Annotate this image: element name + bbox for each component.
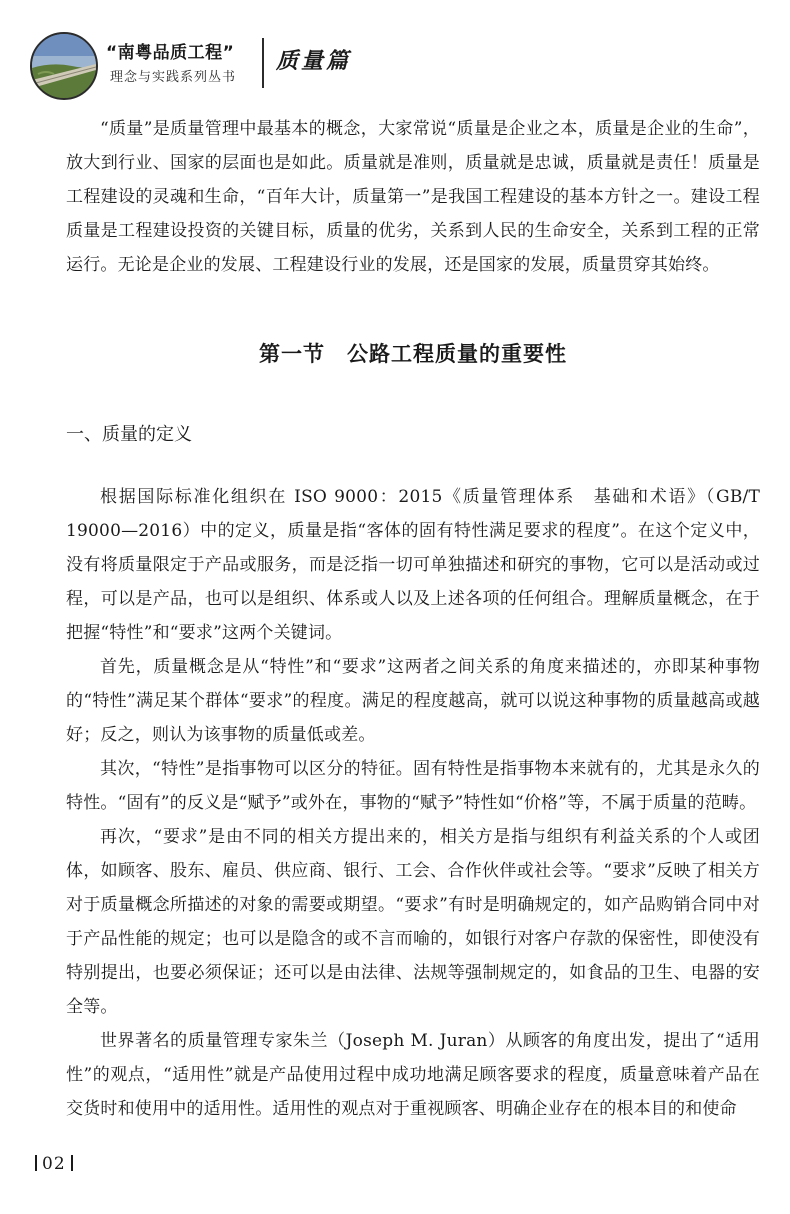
series-title: “南粤品质工程” xyxy=(106,43,235,63)
section-title: 第一节 公路工程质量的重要性 xyxy=(259,342,567,366)
page-number xyxy=(30,1154,78,1174)
page-number-value: 02 xyxy=(42,1154,66,1174)
body-paragraph: 根据国际标准化组织在 ISO 9000：2015《质量管理体系 基础和术语》（GB/T 19000—2016）中的定义，质量是指“客体的固有特性满足要求的程度”。在这个定义中，没有将质量限定于产品或服务，而是泛指一切可单独描述和研究的事物，它可以是活动或过程，可以是产品，也可以是组织、体系或人以及上述各项的任何组合。理解质量概念，在于把握“特性”和“要求”这两个关键词。 xyxy=(66,487,760,643)
header-divider xyxy=(262,38,264,88)
subsection-title: 一、质量的定义 xyxy=(66,424,192,445)
body-paragraph: 首先，质量概念是从“特性”和“要求”这两者之间关系的角度来描述的，亦即某种事物的“特性”满足某个群体“要求”的程度。满足的程度越高，就可以说这种事物的质量越高或越好；反之，则认为该事物的质量低或差。 xyxy=(66,657,760,745)
body-paragraph: 其次，“特性”是指事物可以区分的特征。固有特性是指事物本来就有的，尤其是永久的特性。“固有”的反义是“赋予”或外在，事物的“赋予”特性如“价格”等，不属于质量的范畴。 xyxy=(66,759,760,813)
series-logo-photo-icon xyxy=(30,32,98,100)
landscape-icon xyxy=(32,34,96,98)
page-body xyxy=(66,112,760,1126)
running-header xyxy=(30,24,350,108)
body-paragraph: 再次，“要求”是由不同的相关方提出来的，相关方是指与组织有利益关系的个人或团体，如顾客、股东、雇员、供应商、银行、工会、合作伙伴或社会等。“要求”反映了相关方对于质量概念所描述的对象的需要或期望。“要求”有时是明确规定的，如产品购销合同中对于产品性能的规定；也可以是隐含的或不言而喻的，如银行对客户存款的保密性，即使没有特别提出，也要必须保证；还可以是由法律、法规等强制规定的，如食品的卫生、电器的安全等。 xyxy=(66,827,760,1017)
body-paragraph: 世界著名的质量管理专家朱兰（Joseph M. Juran）从顾客的角度出发，提出了“适用性”的观点，“适用性”就是产品使用过程中成功地满足顾客要求的程度，质量意味着产品在交货时和使用中的适用性。适用性的观点对于重视顾客、明确企业存在的根本目的和使命 xyxy=(66,1031,760,1119)
volume-name: 质量篇 xyxy=(276,48,352,74)
intro-paragraph: “质量”是质量管理中最基本的概念，大家常说“质量是企业之本，质量是企业的生命”，放大到行业、国家的层面也是如此。质量就是准则，质量就是忠诚，质量就是责任！质量是工程建设的灵魂和生命，“百年大计，质量第一”是我国工程建设的基本方针之一。建设工程质量是工程建设投资的关键目标，质量的优劣，关系到人民的生命安全，关系到工程的正常运行。无论是企业的发展、工程建设行业的发展，还是国家的发展，质量贯穿其始终。 xyxy=(66,119,760,275)
page-number-bar-left xyxy=(35,1155,37,1171)
series-subtitle: 理念与实践系列丛书 xyxy=(110,70,237,85)
page-number-bar-right xyxy=(71,1155,73,1171)
